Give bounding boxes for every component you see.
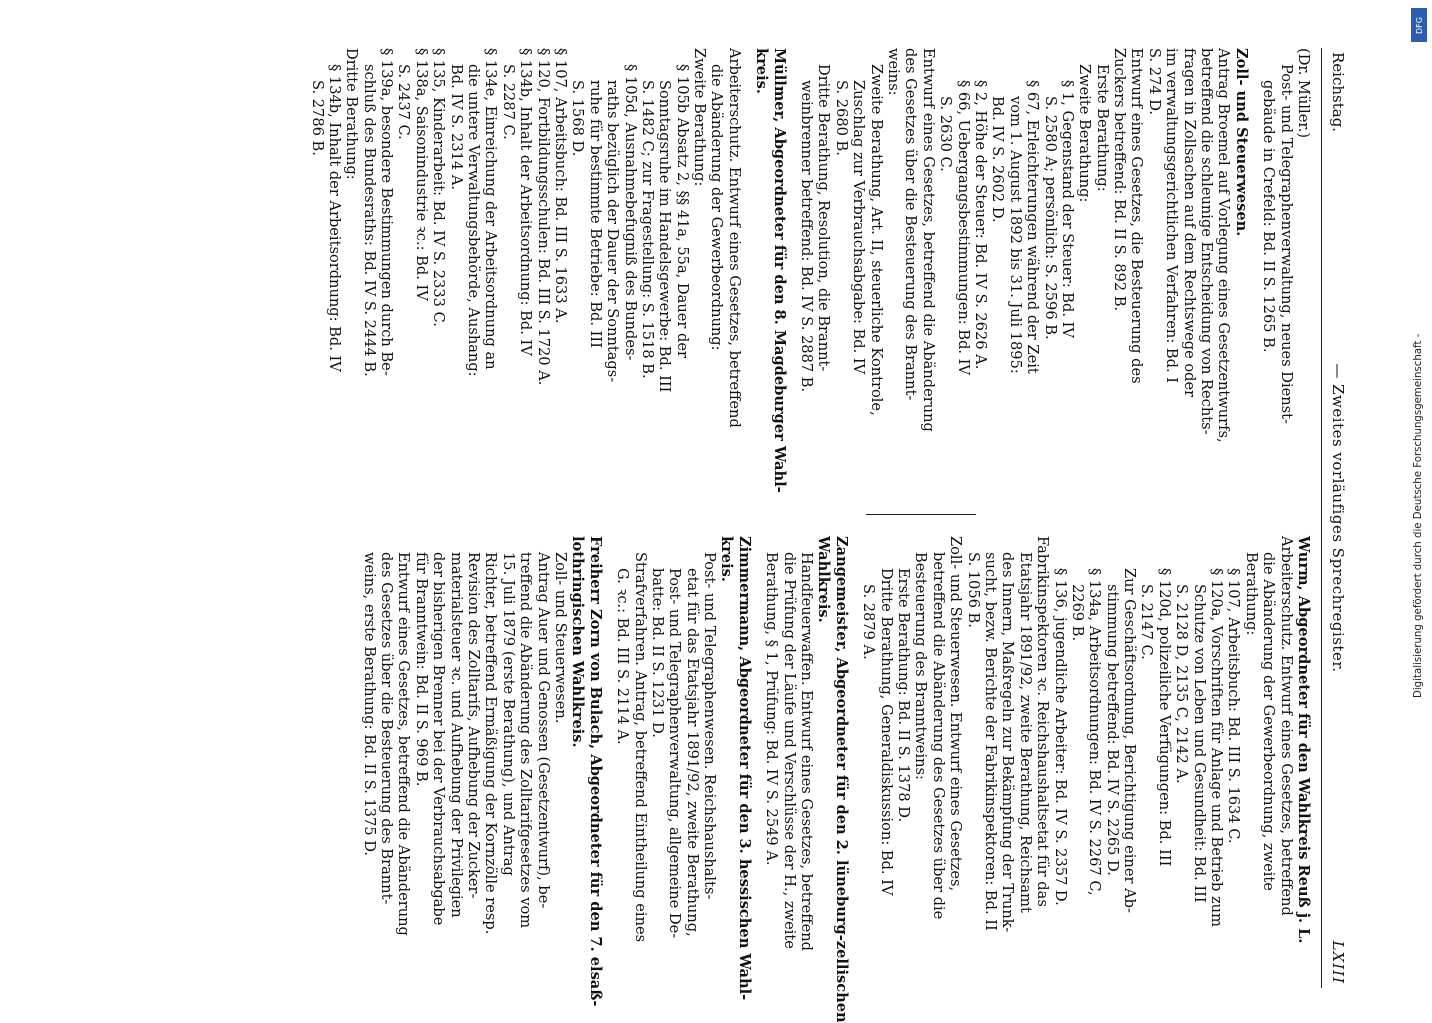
text-line: die Prüfung der Läufe und Verschlüsse der H., zweite xyxy=(780,552,798,949)
text-line: § 1, Gegenstand der Steuer: Bd. IV xyxy=(1058,80,1076,338)
text-line: § 134e, Einreichung der Arbeitsordnung an xyxy=(482,48,500,370)
text-line: weins, erste Berathung: Bd. II S. 1375 D. xyxy=(360,552,378,857)
text-line: Schutze von Leben und Gesundheit: Bd. III xyxy=(1190,584,1208,903)
text-line: S. 2879 A. xyxy=(860,584,878,660)
text-line: 15. Juli 1879 (erste Berathung), und Antrag xyxy=(499,552,517,876)
text-line: Etatsjahr 1891/92, zweite Berathung, Reichsamt xyxy=(1016,552,1034,913)
text-line: Richter, betreffend Ermäßigung der Kornzölle resp. xyxy=(482,552,500,935)
text-line: stimmung betreffend: Bd. IV S. 2265 D. xyxy=(1103,584,1121,876)
text-line: kreis. xyxy=(718,536,736,582)
page-number: LXIII xyxy=(1329,940,1347,984)
text-line xyxy=(604,536,614,976)
text-line: Entwurf eines Gesetzes, betreffend die Abänderung xyxy=(395,552,413,936)
text-line: Zur Geschäftsordnung, Berichtigung einer Ab- xyxy=(1121,568,1139,913)
text-line: § 105b Absatz 2, §§ 41a, 55a, Dauer der xyxy=(673,64,691,358)
digitization-credit xyxy=(1412,8,1426,998)
text-line: im verwaltungsgerichtlichen Verfahren: Bd. I xyxy=(1163,48,1181,383)
text-line: S. 2287 C. xyxy=(499,64,517,140)
text-line: weinbrenner betreffend: Bd. IV S. 2887 B. xyxy=(798,80,816,393)
text-line: Post- und Telegraphenverwaltung, allgemeine De- xyxy=(666,568,684,939)
text-line: Zimmermann, Abgeordneter für den 3. hessischen Wahl- xyxy=(735,536,753,1001)
text-line: § 107, Arbeitsbuch: Bd. III S. 1634 C. xyxy=(1225,568,1243,844)
text-line: Dritte Berathung: xyxy=(343,48,361,180)
text-line: Zweite Berathung: xyxy=(691,48,709,187)
text-line xyxy=(1250,48,1260,488)
text-line: Dritte Berathung, Generaldiskussion: Bd. IV xyxy=(877,568,895,896)
text-line xyxy=(850,536,860,976)
text-line: S. 2580 A; persönlich: S. 2596 B. xyxy=(1041,96,1059,340)
text-line: des Gesetzes über die Besteuerung des Brannt- xyxy=(378,552,396,905)
text-line: Post- und Telegraphenwesen. Reichshaushalts- xyxy=(701,552,719,900)
text-line: S. 2680 B. xyxy=(832,80,850,156)
text-line: Freiherr Zorn von Bulach, Abgeordneter für den 7. elsaß- xyxy=(586,536,604,1007)
text-line: Arbeiterschutz. Entwurf eines Gesetzes, betreffend xyxy=(1277,536,1295,916)
text-line: § 105d, Ausnahmebefugniß des Bundes- xyxy=(621,64,639,361)
text-line: Antrag Auer und Genossen (Gesetzentwurf), be- xyxy=(534,552,552,909)
text-line: Zuschlag zur Verbrauchsabgabe: Bd. IV xyxy=(850,80,868,375)
text-line: § 134b, Inhalt der Arbeitsordnung: Bd. IV xyxy=(517,48,535,356)
text-line: (Dr. Müller.) xyxy=(1295,48,1312,139)
text-line: Wurm, Abgeordneter für den Wahlkreis Reuß j. L. xyxy=(1295,536,1312,944)
text-line: S. 1482 C; zur Fragestellung: S. 1518 B. xyxy=(638,80,656,379)
text-line: § 136, jugendliche Arbeiter: Bd. IV S. 2357 D. xyxy=(1051,568,1069,906)
text-line: Antrag Broemel auf Vorlegung eines Gesetzentwurfs, xyxy=(1215,48,1233,443)
text-line: Erste Berathung: Bd. II S. 1378 D. xyxy=(895,568,913,823)
text-line: kreis. xyxy=(753,48,771,94)
text-line: betreffend die schleunige Entscheidung von Rechts- xyxy=(1198,48,1216,435)
text-line: S. 1568 D. xyxy=(569,80,587,157)
text-line xyxy=(743,48,753,488)
text-line: gebäude in Crefeld: Bd. II S. 1265 B. xyxy=(1260,80,1278,353)
text-line: S. 2786 B. xyxy=(308,80,326,156)
running-header xyxy=(1321,48,1348,988)
text-line: Zweite Berathung, Art. II, steuerliche Kontrole, xyxy=(867,64,885,416)
text-line: § 135, Kinderarbeit: Bd. IV S. 2333 C. xyxy=(430,48,448,327)
text-line: fragen in Zollsachen auf dem Rechtswege oder xyxy=(1180,48,1198,398)
text-line: die untere Verwaltungsbehörde, Aushang: xyxy=(465,64,483,377)
text-line: des Gesetzes über die Besteuerung des Brannt- xyxy=(902,48,920,401)
text-line: § 120, Fortbildungsschulen: Bd. III S. 1720 A. xyxy=(534,48,552,386)
text-line: weins: xyxy=(885,48,903,96)
text-line: etat für das Etatsjahr 1891/92, zweite Berathung, xyxy=(683,568,701,937)
text-line: Entwurf eines Gesetzes, betreffend die Abänderung xyxy=(919,48,937,432)
text-line: S. 2147 C. xyxy=(1138,584,1156,660)
text-line: Bd. IV S. 2314 A. xyxy=(447,64,465,190)
text-line: der bisherigen Brenner bei der Verbrauchsabgabe xyxy=(430,552,448,926)
rotated-page xyxy=(86,48,1348,1023)
text-line: Berathung: xyxy=(1242,552,1260,636)
text-line: sucht, bezw. Berichte der Fabrikinspektoren: Bd. II xyxy=(981,552,999,931)
text-line: § 120a, Vorschriften für Anlage und Betrieb zum xyxy=(1208,568,1226,927)
right-column xyxy=(360,536,1312,1023)
text-line: schluß des Bundesraths: Bd. IV S. 2444 B. xyxy=(360,64,378,377)
text-line: Post- und Telegraphenverwaltung, neues Dienst- xyxy=(1277,64,1295,424)
text-line xyxy=(788,48,798,488)
text-line: Revision des Zolltarifs, Aufhebung der Zucker- xyxy=(465,552,483,899)
text-line: § 138a, Saisonindustrie ꝛc.: Bd. IV xyxy=(412,48,430,301)
text-line: Arbeiterschutz. Entwurf eines Gesetzes, betreffend xyxy=(725,48,743,428)
text-line: § 2, Höhe der Steuer: Bd. IV S. 2626 A. xyxy=(971,80,989,370)
text-line: des Innern, Maßregeln zur Bekämpfung der Trunk- xyxy=(999,552,1017,933)
text-line: Handfeuerwaffen. Entwurf eines Gesetzes, betreffend xyxy=(798,552,816,951)
text-line: S. 2128 D, 2135 C, 2142 A. xyxy=(1173,584,1191,784)
text-line: Bd. IV S. 2602 D. xyxy=(989,96,1007,223)
text-line: Müllmer, Abgeordneter für den 8. Magdeburger Wahl- xyxy=(770,48,788,493)
text-line: Zoll- und Steuerwesen. xyxy=(1232,48,1250,237)
header-center: — Zweites vorläufiges Sprechregister. xyxy=(1329,363,1347,673)
text-line: G. ꝛc.: Bd. III S. 2114 A. xyxy=(614,568,632,745)
text-line: Entwurf eines Gesetzes, die Besteuerung des xyxy=(1128,48,1146,384)
header-left: Reichstag. xyxy=(1329,52,1347,133)
text-line: lothringischen Wahlkreis. xyxy=(569,536,587,748)
column-divider xyxy=(866,514,976,515)
text-line: § 107, Arbeitsbuch: Bd. III S. 1633 A. xyxy=(551,48,569,324)
text-line: die Abänderung der Gewerbeordnung, zweite xyxy=(1260,552,1278,891)
text-line xyxy=(753,536,763,976)
text-line: Zoll- und Steuerwesen. Entwurf eines Gesetzes, xyxy=(947,536,965,892)
credit-text: Digitalisierung gefördert durch die Deutsche Forschungsgemeinschaft - xyxy=(1413,333,1424,698)
text-line: Sonntagsruhe im Handelsgewerbe: Bd. III xyxy=(656,80,674,393)
text-line: Berathung, § 1, Prüfung: Bd. IV S. 2549 A. xyxy=(763,552,781,866)
text-line: S. 274 D. xyxy=(1145,48,1163,116)
text-line: Fabrikinspektoren ꝛc. Reichshaushaltsetat für das xyxy=(1034,536,1052,907)
dfg-logo: DFG xyxy=(1411,8,1427,42)
text-line: S. 2630 C. xyxy=(937,96,955,172)
text-line: Wahlkreis. xyxy=(815,536,833,623)
text-line: raths bezüglich der Dauer der Sonntags- xyxy=(604,80,622,383)
text-line: vom 1. August 1892 bis 31. Juli 1895: xyxy=(1006,96,1024,374)
text-line: Zweite Berathung: xyxy=(1076,64,1094,203)
text-line: 2269 B. xyxy=(1068,584,1086,642)
text-line: § 139a, besondere Bestimmungen durch Be- xyxy=(378,48,396,376)
text-line: Zuckers betreffend: Bd. II S. 892 B. xyxy=(1111,48,1129,312)
text-line: S. 2437 C. xyxy=(395,64,413,140)
text-line: treffend die Abänderung des Zolltarifgesetzes vom xyxy=(517,552,535,929)
text-line: § 66, Uebergangsbestimmungen: Bd. IV xyxy=(954,80,972,376)
left-column xyxy=(308,48,1312,493)
text-line: ruhe für bestimmte Betriebe: Bd. III xyxy=(586,80,604,348)
text-line: § 67, Erleichterungen während der Zeit xyxy=(1024,80,1042,374)
text-line: Dritte Berathung, Resolution, die Brannt- xyxy=(815,64,833,372)
text-line: betreffend die Abänderung des Gesetzes über die xyxy=(929,552,947,920)
text-line: S. 1056 B. xyxy=(964,552,982,628)
text-line: § 120d, polizeiliche Verfügungen: Bd. III xyxy=(1155,568,1173,867)
text-line: Zangemeister, Abgeordneter für den 2. lüneburg-zellischen xyxy=(832,536,850,1023)
text-line: die Abänderung der Gewerbeordnung: xyxy=(708,64,726,351)
text-line: Erste Berathung: xyxy=(1093,64,1111,192)
text-line: Strafverfahren. Antrag, betreffend Eintheilung eines xyxy=(631,552,649,943)
text-line: § 134a, Arbeitsordnungen: Bd. IV S. 2267 C, xyxy=(1086,568,1104,896)
text-line: § 134b, Inhalt der Arbeitsordnung: Bd. IV xyxy=(325,64,343,372)
text-line: materialsteuer ꝛc. und Aufhebung der Privilegien xyxy=(447,552,465,918)
text-line: Zoll- und Steuerwesen. xyxy=(551,552,569,724)
text-line: für Branntwein: Bd. II S. 969 B. xyxy=(412,552,430,787)
text-line: Besteuerung des Branntweins: xyxy=(912,552,930,780)
text-line: batte: Bd. II S. 1231 D. xyxy=(648,568,666,738)
